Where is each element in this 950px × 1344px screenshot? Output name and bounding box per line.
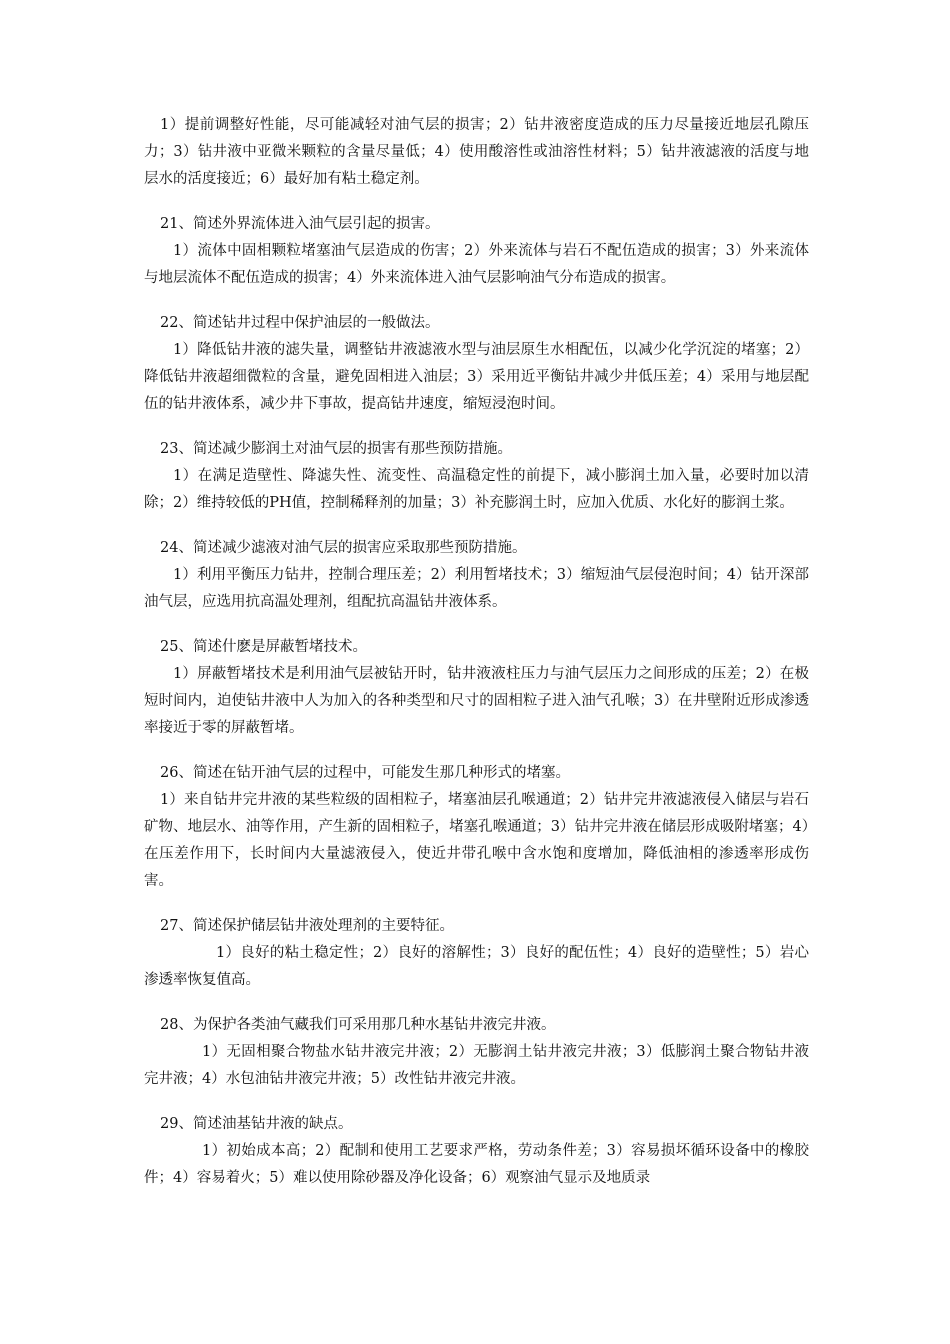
qa-item-29	[144, 1111, 809, 1192]
answer-paragraph: 1）屏蔽暂堵技术是利用油气层被钻开时，钻井液液柱压力与油气层压力之间形成的压差；2）在极短时间内，迫使钻井液中人为加入的各种类型和尺寸的固相粒子进入油气孔喉；3）在井壁附近形成渗透率接近于零的屏蔽暂堵。	[144, 666, 809, 736]
question-heading: 26、简述在钻开油气层的过程中，可能发生那几种形式的堵塞。	[160, 765, 570, 781]
intro-block	[144, 112, 809, 193]
qa-item-22	[144, 310, 809, 418]
answer-paragraph: 1）初始成本高；2）配制和使用工艺要求严格，劳动条件差；3）容易损坏循环设备中的橡胶件；4）容易着火；5）难以使用除砂器及净化设备；6）观察油气显示及地质录	[144, 1143, 809, 1186]
question-heading: 29、简述油基钻井液的缺点。	[160, 1116, 353, 1132]
qa-item-24	[144, 535, 809, 616]
answer-paragraph: 1）来自钻井完井液的某些粒级的固相粒子，堵塞油层孔喉通道；2）钻井完井液滤液侵入储层与岩石矿物、地层水、油等作用，产生新的固相粒子，堵塞孔喉通道；3）钻井完井液在储层形成吸附堵塞；4）在压差作用下，长时间内大量滤液侵入，使近井带孔喉中含水饱和度增加，降低油相的渗透率形成伤害。	[144, 792, 809, 889]
question-heading: 23、简述减少膨润土对油气层的损害有那些预防措施。	[160, 441, 512, 457]
question-heading: 27、简述保护储层钻井液处理剂的主要特征。	[160, 918, 454, 934]
answer-paragraph: 1）降低钻井液的滤失量，调整钻井液滤液水型与油层原生水相配伍，以减少化学沉淀的堵塞；2）降低钻井液超细微粒的含量，避免固相进入油层；3）采用近平衡钻井减少井低压差；4）采用与地层配伍的钻井液体系，减少井下事故，提高钻井速度，缩短浸泡时间。	[144, 342, 809, 412]
question-heading: 25、简述什麽是屏蔽暂堵技术。	[160, 639, 367, 655]
answer-paragraph: 1）利用平衡压力钻井，控制合理压差；2）利用暂堵技术；3）缩短油气层侵泡时间；4）钻开深部油气层，应选用抗高温处理剂，组配抗高温钻井液体系。	[144, 567, 809, 610]
qa-item-25	[144, 634, 809, 742]
document-page	[144, 112, 809, 1192]
question-heading: 21、简述外界流体进入油气层引起的损害。	[160, 216, 440, 232]
question-heading: 28、为保护各类油气藏我们可采用那几种水基钻井液完井液。	[160, 1017, 556, 1033]
qa-item-26	[144, 760, 809, 895]
answer-paragraph: 1）流体中固相颗粒堵塞油气层造成的伤害；2）外来流体与岩石不配伍造成的损害；3）外来流体与地层流体不配伍造成的损害；4）外来流体进入油气层影响油气分布造成的损害。	[144, 243, 809, 286]
qa-item-21	[144, 211, 809, 292]
question-heading: 22、简述钻井过程中保护油层的一般做法。	[160, 315, 440, 331]
qa-item-28	[144, 1012, 809, 1093]
answer-paragraph: 1）无固相聚合物盐水钻井液完井液；2）无膨润土钻井液完井液；3）低膨润土聚合物钻井液完井液；4）水包油钻井液完井液；5）改性钻井液完井液。	[144, 1044, 809, 1087]
qa-item-27	[144, 913, 809, 994]
qa-item-23	[144, 436, 809, 517]
answer-paragraph: 1）良好的粘土稳定性；2）良好的溶解性；3）良好的配伍性；4）良好的造壁性；5）岩心渗透率恢复值高。	[144, 945, 809, 988]
intro-paragraph: 1）提前调整好性能，尽可能减轻对油气层的损害；2）钻井液密度造成的压力尽量接近地层孔隙压力；3）钻井液中亚微米颗粒的含量尽量低；4）使用酸溶性或油溶性材料；5）钻井液滤液的活度与地层水的活度接近；6）最好加有粘土稳定剂。	[144, 117, 809, 187]
question-heading: 24、简述减少滤液对油气层的损害应采取那些预防措施。	[160, 540, 527, 556]
answer-paragraph: 1）在满足造壁性、降滤失性、流变性、高温稳定性的前提下，减小膨润土加入量，必要时加以清除；2）维持较低的PH值，控制稀释剂的加量；3）补充膨润土时，应加入优质、水化好的膨润土浆。	[144, 468, 809, 511]
